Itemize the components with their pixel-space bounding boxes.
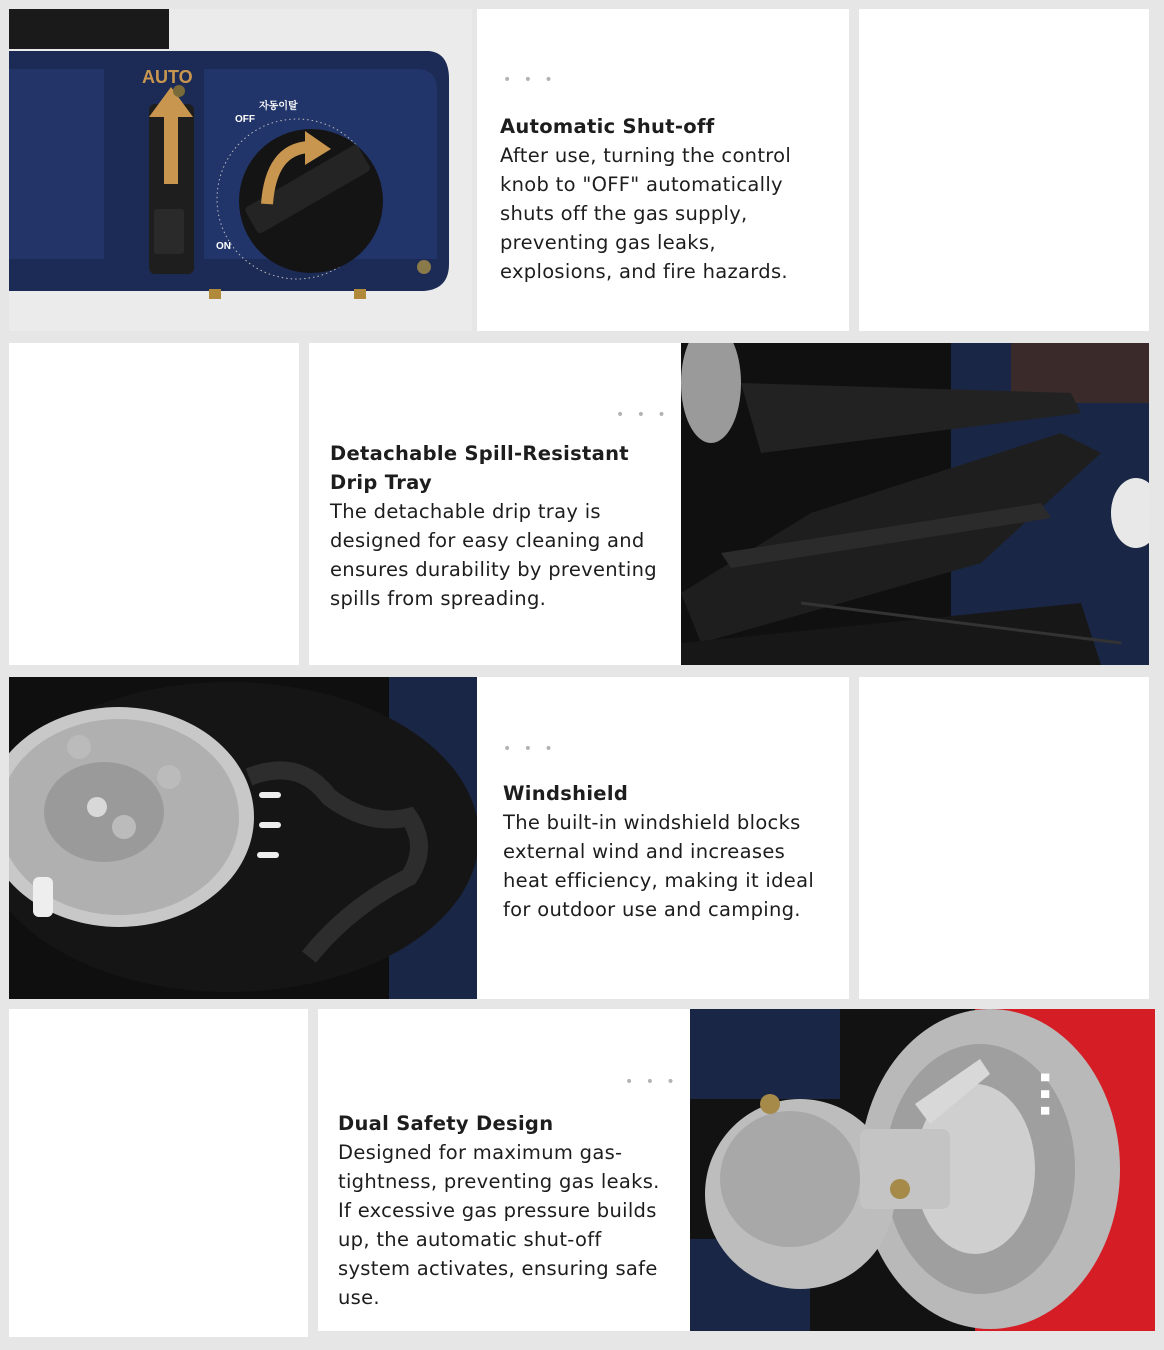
feature-title: Automatic Shut-off: [500, 115, 715, 138]
decorative-dots: • • •: [625, 1074, 679, 1090]
auto-label: AUTO: [142, 67, 193, 87]
feature-text: [330, 439, 660, 613]
feature-description: The built-in windshield blocks external wind and increases heat efficiency, making it ideal for outdoor use and camping.: [503, 811, 815, 921]
decorative-dots: • • •: [503, 741, 557, 757]
feature-title: Detachable Spill-Resistant Drip Tray: [330, 442, 629, 494]
decorative-dots: • • •: [616, 407, 670, 423]
svg-text:···: ···: [1019, 1069, 1070, 1120]
feature-text: [503, 779, 823, 924]
feature-description: After use, turning the control knob to "OFF" automatically shuts off the gas supply, preventing gas leaks, explosions, and fire hazards.: [500, 144, 792, 283]
feature-text: [500, 112, 830, 286]
feature-title: Dual Safety Design: [338, 1112, 554, 1135]
feature-text: [338, 1109, 678, 1312]
feature-description: The detachable drip tray is designed for easy cleaning and ensures durability by preventing spills from spreading.: [330, 500, 657, 610]
korean-label: 자동이탈: [259, 101, 298, 112]
blank-panel: [9, 343, 299, 665]
control-knob-photo: [9, 9, 472, 331]
blank-panel: [859, 9, 1149, 331]
feature-card-dual-safety: [318, 1009, 690, 1331]
off-label: OFF: [235, 114, 255, 125]
feature-title: Windshield: [503, 782, 629, 805]
feature-card-windshield: [477, 677, 849, 999]
feature-card-auto-shutoff: [477, 9, 849, 331]
decorative-dots: • • •: [503, 72, 557, 88]
on-label: ON: [216, 241, 231, 252]
blank-panel: [859, 677, 1149, 999]
blank-panel: [9, 1009, 308, 1337]
drip-tray-photo: [681, 343, 1149, 665]
feature-card-drip-tray: [309, 343, 681, 665]
gas-canister-photo: [690, 1009, 1155, 1331]
windshield-burner-photo: [9, 677, 477, 999]
feature-description: Designed for maximum gas-tightness, preventing gas leaks. If excessive gas pressure builds up, the automatic shut-off system activates, ensuring safe use.: [338, 1141, 660, 1309]
